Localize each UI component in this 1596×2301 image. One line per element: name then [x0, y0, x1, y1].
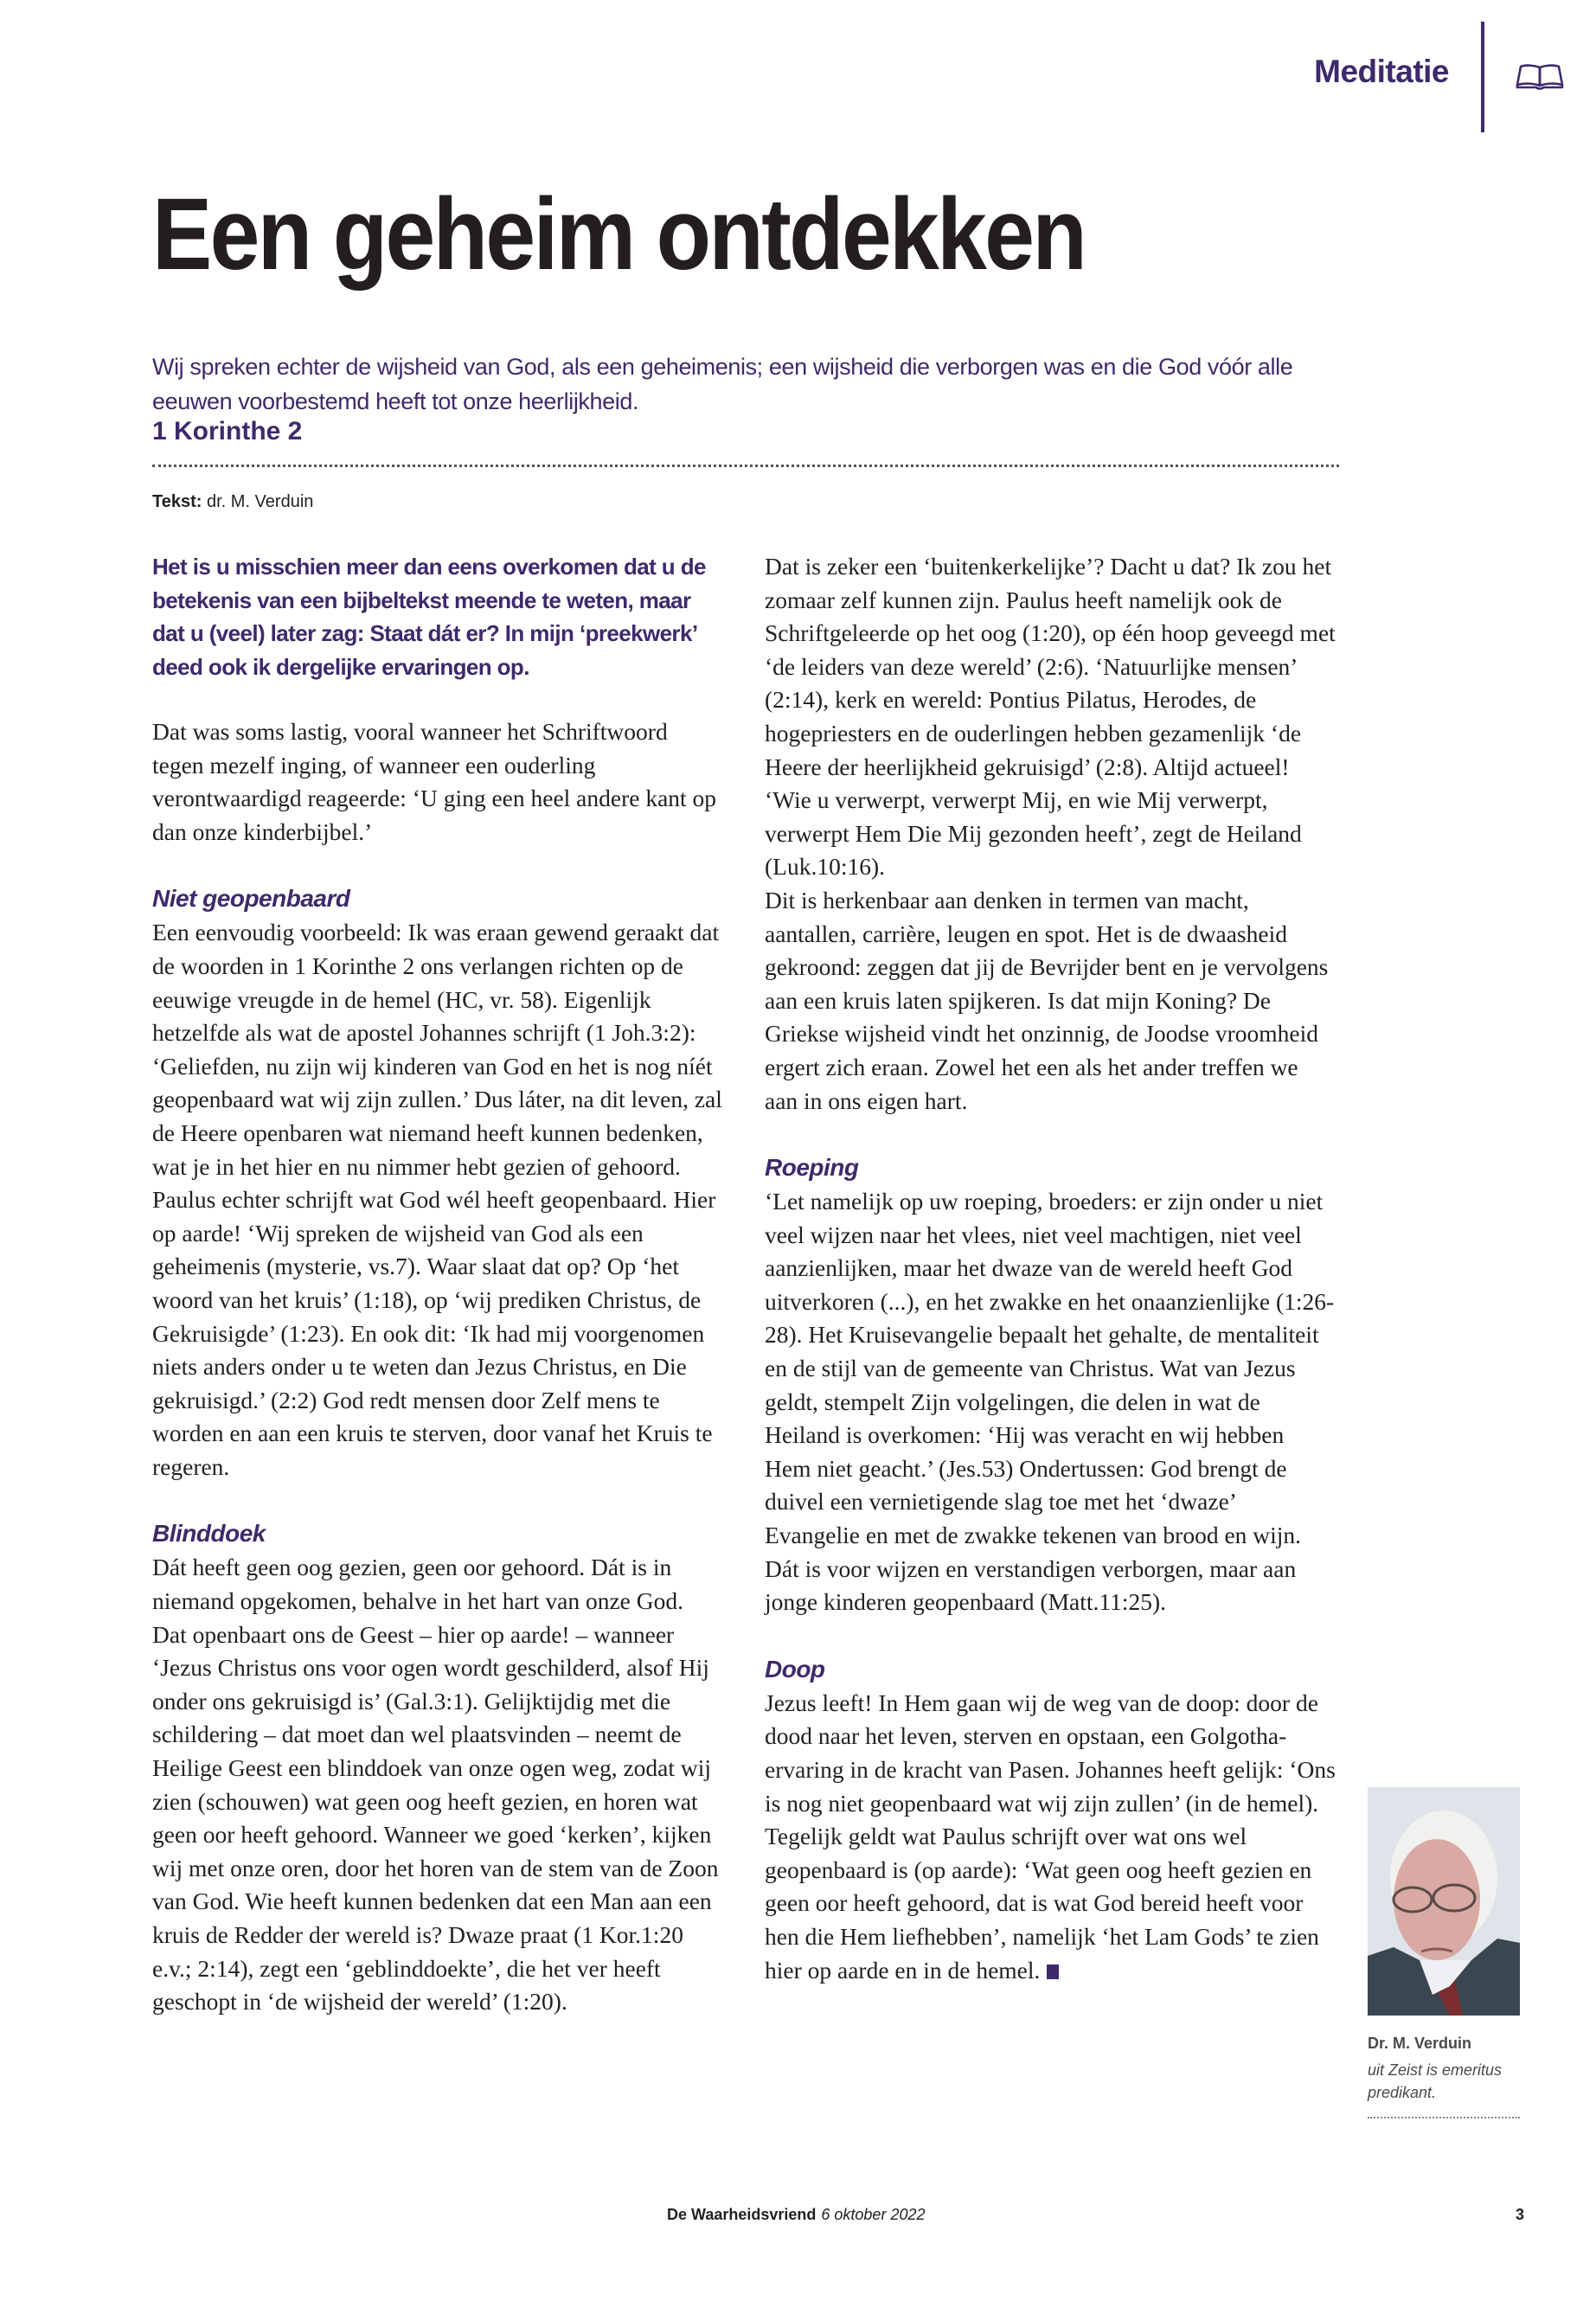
column-left — [152, 550, 723, 2019]
author-portrait-photo — [1368, 1787, 1520, 2016]
author-name: Dr. M. Verduin — [1368, 2035, 1472, 2052]
section-heading-roeping: Roeping — [765, 1154, 859, 1182]
article-title: Een geheim ontdekken — [152, 177, 1086, 292]
byline-label: Tekst: — [152, 492, 202, 511]
section-heading-blinddoek: Blinddoek — [152, 1520, 266, 1548]
author-description: uit Zeist is emeritus predikant. — [1368, 2061, 1503, 2101]
byline-author: dr. M. Verduin — [206, 492, 314, 511]
page-number: 3 — [1516, 2206, 1525, 2223]
footer — [667, 2206, 925, 2224]
section-label: Meditatie — [1314, 54, 1449, 89]
author-dotted-divider — [1368, 2117, 1520, 2118]
verse-reference: 1 Korinthe 2 — [152, 417, 303, 445]
book-open-icon — [1516, 62, 1564, 92]
section-heading-doop: Doop — [765, 1655, 825, 1682]
publication-name: De Waarheidsvriend — [667, 2206, 817, 2223]
final-text: Jezus leeft! In Hem gaan wij de weg van de doop: door de dood naar het leven, sterven en opstaan, een Golgotha-ervaring in de kracht van Pasen. Johannes heeft gelijk: ‘Ons is nog niet geopenbaard wat wij zijn zullen’ (in de hemel). Tegelijk geldt wat Paulus schrijft over wat ons wel geopenbaard is (op aarde): ‘Wat geen oog heeft gezien en geen oor heeft gehoord, dat is wat God bereid heeft voor hen die Hem liefhebben’, namelijk ‘het Lam Gods’ te zien hier op aarde en in de hemel. — [765, 1689, 1336, 1984]
section-paragraph: Een eenvoudig voorbeeld: Ik was eraan gewend geraakt dat de woorden in 1 Korinthe 2 ons verlangen richten op de eeuwige vreugde in de hemel (HC, vr. 58). Eigenlijk hetzelfde als wat de apostel Johannes schrijft (1 Joh.3:2): ‘Geliefden, nu zijn wij kinderen van God en het is nog níét geopenbaard wat wij zijn zullen.’ Dus láter, na dit leven, zal de Heere openbaren wat niemand heeft kunnen bedenken, wat je in het hier en nu nimmer hebt gezien of gehoord. Paulus echter schrijft wat God wél heeft geopenbaard. Hier op aarde! ‘Wij spreken de wijsheid van God als een geheimenis (mysterie, vs.7). Waar slaat dat op? Op ‘het woord van het kruis’ (1:18), op ‘wij prediken Christus, de Gekruisigde’ (1:23). En ook dit: ‘Ik had mij voorgenomen niets anders onder u te weten dan Jezus Christus, en Die gekruisigd.’ (2:2) God redt mensen door Zelf mens te worden en aan een kruis te sterven, door vanaf het Kruis te regeren. — [152, 919, 722, 1480]
header-divider — [1481, 22, 1484, 132]
intro-verse: Wij spreken echter de wijsheid van God, als een geheimenis; een wijsheid die verborgen was en die God vóór alle eeuwen voorbestemd heeft tot onze heerlijkheid. — [152, 354, 1293, 414]
section-paragraph: Dát heeft geen oog gezien, geen oor gehoord. Dát is in niemand opgekomen, behalve in het hart van onze God. Dat openbaart ons de Geest – hier op aarde! – wanneer ‘Jezus Christus ons voor ogen wordt geschilderd, alsof Hij onder ons gekruisigd is’ (Gal.3:1). Gelijktijdig met die schildering – dat moet dan wel plaatsvinden – neemt de Heilige Geest een blinddoek van onze ogen weg, zodat wij zien (schouwen) wat geen oog heeft gezien, en horen wat geen oor heeft gehoord. Wanneer we goed ‘kerken’, kijken wij met onze oren, door het horen van de stem van de Zoon van God. Wie heeft kunnen bedenken dat een Man aan een kruis de Redder der wereld is? Dwaze praat (1 Kor.1:20 e.v.; 2:14), zegt een ‘geblinddoekte’, die het ver heeft geschopt in ‘de wijsheid der wereld’ (1:20). — [152, 1554, 719, 2016]
byline — [152, 492, 313, 512]
paragraph: Dit is herkenbaar aan denken in termen van macht, aantallen, carrière, leugen en spot. Het is de dwaasheid gekroond: zeggen dat jij de Bevrijder bent en je vervolgens aan een kruis laten spijkeren. Is dat mijn Koning? De Griekse wijsheid vindt het onzinnig, de Joodse vroomheid ergert zich eraan. Zowel het een als het ander treffen we aan in ons eigen hart. — [765, 886, 1329, 1114]
portrait-illustration — [1368, 1787, 1520, 2016]
paragraph: Dat is zeker een ‘buitenkerkelijke’? Dacht u dat? Ik zou het zomaar zelf kunnen zijn. Paulus heeft namelijk ook de Schriftgeleerde op het oog (1:20), op één hoop geveegd met ‘de leiders van deze wereld’ (2:6). ‘Natuurlijke mensen’ (2:14), kerk en wereld: Pontius Pilatus, Herodes, de hogepriesters en de ouderlingen hebben gezamenlijk ‘de Heere der heerlijkheid gekruisigd’ (2:8). Altijd actueel! ‘Wie u verwerpt, verwerpt Mij, en wie Mij verwerpt, verwerpt Hem Die Mij gezonden heeft’, zegt de Heiland (Luk.10:16). — [765, 553, 1336, 881]
issue-date: 6 oktober 2022 — [821, 2206, 926, 2223]
intro-paragraph: Dat was soms lastig, vooral wanneer het Schriftwoord tegen mezelf inging, of wanneer een ouderling verontwaardigd reageerde: ‘U ging een heel andere kant op dan onze kinderbijbel.’ — [152, 718, 717, 845]
end-of-article-square-icon — [1047, 1965, 1059, 1979]
section-paragraph-final — [765, 1687, 1336, 1987]
lead-paragraph: Het is u misschien meer dan eens overkomen dat u de betekenis van een bijbeltekst meende te weten, maar dat u (veel) later zag: Staat dát er? In mijn ‘preekwerk’ deed ook ik dergelijke ervaringen op. — [152, 554, 706, 680]
section-paragraph: ‘Let namelijk op uw roeping, broeders: er zijn onder u niet veel wijzen naar het vlees, niet veel machtigen, niet veel aanzienlijken, maar het dwaze van de wereld heeft God uitverkoren (...), en het zwakke en het onaanzienlijke (1:26-28). Het Kruisevangelie bepaalt het gehalte, de mentaliteit en de stijl van de gemeente van Christus. Wat van Jezus geldt, stempelt Zijn volgelingen, die delen in wat de Heiland is overkomen: ‘Hij was veracht en wij hebben Hem niet geacht.’ (Jes.53) Ondertussen: God brengt de duivel een vernietigende slag toe met het ‘dwaze’ Evangelie en met de zwakke tekenen van brood en wijn. Dát is voor wijzen en verstandigen verborgen, maar aan jonge kinderen geopenbaard (Matt.11:25). — [765, 1188, 1335, 1616]
column-right — [765, 550, 1336, 1987]
section-heading-niet-geopenbaard: Niet geopenbaard — [152, 885, 350, 913]
dotted-divider — [152, 465, 1339, 467]
